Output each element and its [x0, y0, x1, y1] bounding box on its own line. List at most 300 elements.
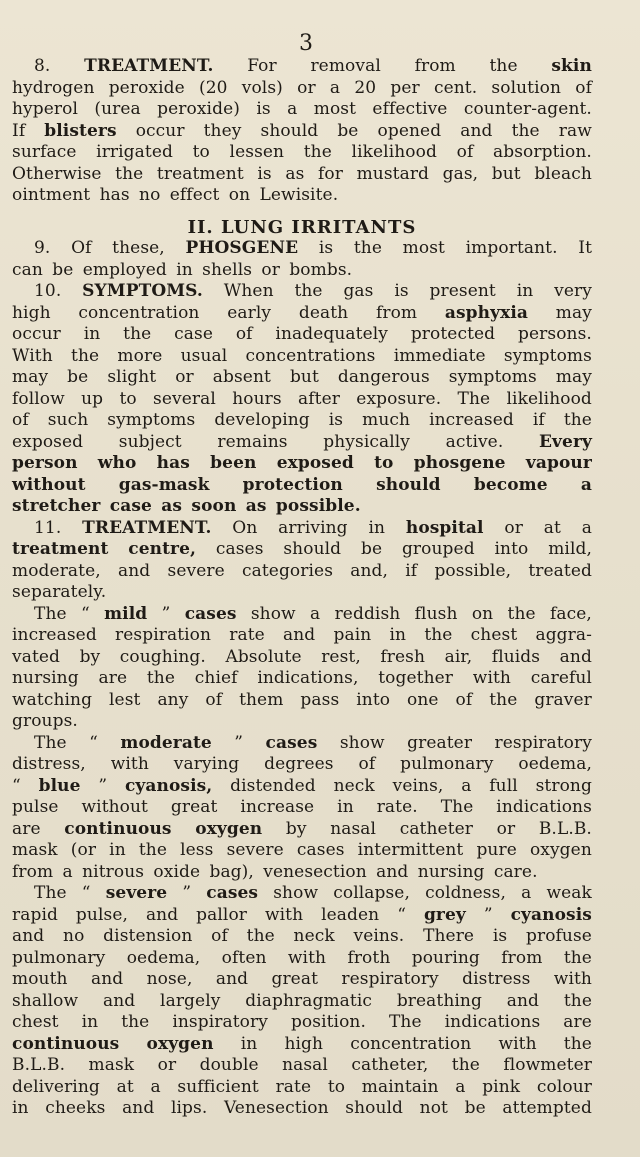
word: of	[211, 926, 228, 946]
word: 11.	[34, 517, 62, 538]
word: is	[318, 238, 334, 258]
word: nursing	[417, 861, 485, 882]
word: Lewisite.	[259, 185, 339, 205]
word: no	[63, 926, 85, 946]
word: ”	[98, 775, 108, 796]
word: delivering	[12, 1076, 100, 1097]
word: shallow	[12, 990, 79, 1011]
word: should	[376, 474, 441, 495]
word: likelihood	[351, 142, 437, 162]
word: distress,	[12, 754, 86, 774]
word: “	[81, 883, 91, 903]
word: stretcher	[12, 496, 101, 516]
word: The	[457, 388, 491, 409]
word: exposure.	[356, 388, 442, 409]
word: oxide	[153, 861, 201, 882]
word: should	[283, 539, 342, 559]
word: at	[116, 1076, 134, 1097]
word: vated	[12, 646, 61, 667]
word: flush	[414, 603, 458, 624]
text-line	[12, 647, 592, 669]
word: and	[283, 625, 316, 645]
word: neck	[293, 926, 335, 946]
word: fresh	[380, 646, 426, 667]
word: severe	[226, 840, 284, 860]
word: in	[516, 281, 534, 301]
word: is	[257, 163, 272, 184]
word: not	[419, 1098, 448, 1118]
word: and	[376, 861, 409, 882]
word: developing	[214, 410, 310, 430]
word: oedema,	[518, 754, 592, 774]
word: opened	[377, 120, 442, 141]
word: ”	[234, 732, 244, 753]
word: hours	[232, 388, 282, 409]
word: high	[12, 302, 51, 323]
word: indications	[444, 1012, 541, 1032]
word: in	[109, 840, 126, 860]
word: great	[271, 969, 319, 989]
word: nose,	[146, 969, 193, 989]
text-line	[12, 142, 592, 164]
word: persons.	[518, 324, 592, 344]
text-line	[12, 1012, 592, 1034]
page-number: 3	[299, 31, 313, 56]
word: and	[145, 904, 179, 925]
word: the	[507, 603, 536, 624]
word: watching	[12, 689, 93, 710]
word: the	[303, 142, 332, 162]
word: a	[581, 517, 592, 538]
word: may	[555, 302, 592, 323]
word: a	[521, 883, 532, 903]
word: blisters	[44, 120, 117, 141]
word: be	[360, 539, 383, 559]
word: the	[353, 238, 383, 258]
word: much	[362, 410, 411, 430]
word: with	[472, 668, 511, 688]
word: the	[71, 345, 100, 366]
word: occur	[12, 324, 61, 344]
word: Venesection	[223, 1098, 329, 1118]
word: may	[555, 367, 592, 387]
word: cases	[265, 732, 318, 753]
word: protection	[242, 474, 343, 495]
word: them	[239, 689, 284, 710]
word: active.	[445, 431, 504, 452]
text-line	[12, 561, 592, 583]
word: are	[98, 668, 128, 688]
word: oxygen	[195, 818, 263, 839]
word: position.	[290, 1012, 366, 1032]
word: gas	[343, 281, 374, 301]
word: colour	[536, 1076, 592, 1097]
word: The	[34, 883, 67, 903]
text-line	[12, 539, 592, 561]
word: severe	[105, 883, 168, 903]
word: hospital	[405, 517, 484, 538]
word: B.L.B.	[538, 818, 592, 839]
word: 8.	[34, 56, 51, 76]
word: in	[368, 517, 386, 538]
word: the	[489, 56, 518, 76]
text-line	[12, 690, 592, 712]
word: symptoms	[503, 345, 592, 366]
text-line	[12, 281, 592, 303]
text-line	[12, 862, 592, 884]
text-line	[12, 453, 592, 475]
word: The	[34, 732, 67, 753]
word: veins.	[353, 926, 405, 946]
word: the	[115, 163, 144, 184]
word: physically	[323, 431, 411, 452]
text-line	[12, 883, 592, 905]
word: but	[289, 367, 319, 387]
word: a	[580, 474, 592, 495]
word: or	[157, 1055, 177, 1075]
word: Of	[71, 238, 92, 258]
word: breathing	[396, 990, 482, 1011]
word: ”	[161, 603, 171, 624]
word: bombs.	[289, 259, 353, 280]
word: a	[150, 1076, 161, 1097]
word: 20	[354, 77, 377, 98]
word: pulmonary	[12, 947, 106, 968]
word: of	[12, 410, 29, 430]
word: important.	[465, 238, 558, 258]
word: counter-agent.	[463, 99, 592, 119]
word: centre,	[128, 539, 197, 559]
word: of	[575, 77, 592, 98]
word: froth	[347, 947, 391, 968]
word: ”	[182, 883, 192, 903]
word: The	[388, 1012, 422, 1032]
word: strong	[535, 775, 592, 796]
word: and	[102, 990, 136, 1011]
word: aggra-	[535, 625, 592, 645]
word: When	[223, 281, 274, 301]
word: rapid	[12, 904, 58, 925]
word: gas-mask	[118, 474, 210, 495]
word: with	[553, 969, 592, 989]
word: severe	[167, 560, 225, 581]
word: employed	[82, 259, 167, 280]
word: soon	[191, 496, 237, 516]
word: distended	[230, 775, 316, 796]
word: vols)	[241, 77, 283, 98]
word: inspiratory	[172, 1012, 268, 1032]
word: has	[99, 185, 130, 205]
word: but	[491, 163, 521, 184]
word: double	[199, 1055, 259, 1075]
word: up	[81, 388, 104, 409]
word: into	[494, 539, 529, 559]
word: the	[424, 625, 453, 645]
text-line	[12, 260, 592, 282]
word: is	[492, 926, 508, 946]
word: into	[356, 689, 391, 710]
word: hydrogen	[12, 77, 95, 98]
word: death	[298, 302, 349, 323]
text-line	[12, 668, 592, 690]
word: Otherwise	[12, 163, 102, 184]
word: cases	[206, 883, 259, 903]
word: they	[203, 120, 242, 141]
word: leaden	[321, 904, 380, 925]
word: should	[260, 120, 319, 141]
word: “	[397, 904, 406, 925]
word: be	[52, 259, 74, 280]
text-line	[12, 582, 592, 604]
word: any	[157, 689, 189, 710]
word: It	[578, 238, 592, 258]
word: careful	[530, 668, 592, 688]
word: ”	[483, 904, 493, 925]
word: “	[89, 732, 98, 753]
word: and	[215, 969, 249, 989]
word: veins,	[392, 775, 444, 796]
text-line	[12, 991, 592, 1013]
text-line	[12, 754, 592, 776]
word: oxygen	[529, 840, 592, 860]
word: pain	[333, 625, 372, 645]
text-line	[12, 1034, 592, 1056]
word: present	[429, 281, 496, 301]
word: moderate	[120, 732, 212, 753]
word: weak	[546, 883, 592, 903]
word: coughing.	[119, 646, 206, 667]
word: protected	[410, 324, 496, 344]
word: from	[375, 302, 418, 323]
word: raw	[558, 120, 592, 141]
word: intermittent	[357, 840, 464, 860]
word: with	[498, 1033, 537, 1054]
word: the	[451, 1055, 480, 1075]
word: effective	[372, 99, 448, 119]
word: less	[180, 840, 214, 860]
word: or	[297, 77, 316, 98]
text-line	[12, 518, 592, 540]
word: the	[123, 324, 152, 344]
word: symptoms	[107, 410, 196, 430]
word: peroxide	[108, 77, 185, 98]
word: rate	[229, 625, 265, 645]
word: With	[12, 345, 53, 366]
word: these,	[112, 238, 165, 258]
word: by	[79, 646, 101, 667]
word: from	[12, 861, 54, 882]
section-gap	[12, 207, 592, 217]
word: TREATMENT.	[82, 517, 212, 538]
word: rate	[275, 1076, 312, 1097]
word: the	[489, 689, 518, 710]
word: Absolute	[225, 646, 302, 667]
word: a	[310, 603, 321, 624]
text-line	[12, 1055, 592, 1077]
word: to	[374, 453, 394, 473]
word: reddish	[334, 603, 401, 624]
word: SYMPTOMS.	[82, 281, 203, 301]
word: On	[232, 517, 258, 538]
word: as	[161, 496, 183, 516]
word: the	[138, 840, 168, 860]
word: distress	[462, 969, 531, 989]
word: varying	[173, 754, 240, 774]
word: one	[407, 689, 439, 710]
word: be	[464, 1098, 486, 1118]
word: shells	[202, 259, 253, 280]
word: catheter,	[351, 1055, 429, 1075]
word: chief	[194, 668, 238, 688]
word: or	[261, 259, 280, 280]
word: increased	[429, 410, 514, 430]
word: in	[176, 259, 193, 280]
word: coldness,	[425, 883, 506, 903]
body-text	[12, 56, 592, 1120]
word: rest,	[321, 646, 361, 667]
word: of	[205, 689, 223, 710]
word: in	[81, 1012, 99, 1032]
text-line	[12, 78, 592, 100]
word: respiratory	[341, 969, 439, 989]
word: indications,	[257, 668, 359, 688]
word: without	[81, 797, 148, 817]
word: mask	[88, 1055, 135, 1075]
word: mild	[104, 603, 148, 624]
word: greater	[407, 732, 473, 753]
word: graver	[534, 689, 592, 710]
word: oxygen	[146, 1033, 214, 1054]
text-line	[12, 776, 592, 798]
word: is	[394, 281, 409, 301]
text-line	[12, 164, 592, 186]
word: if	[532, 410, 545, 430]
word: in	[240, 1033, 258, 1054]
word: TREATMENT.	[84, 56, 214, 76]
word: or	[504, 517, 523, 538]
word: after	[298, 388, 340, 409]
word: degrees	[264, 754, 334, 774]
word: without	[12, 474, 86, 495]
word: such	[47, 410, 89, 430]
word: respiratory	[494, 732, 592, 753]
word: irrigated	[96, 142, 173, 162]
word: or	[175, 367, 194, 387]
word: diaphragmatic	[245, 990, 373, 1011]
word: in	[337, 797, 354, 817]
word: groups.	[12, 711, 78, 731]
word: distension	[103, 926, 193, 946]
word: ointment	[12, 185, 91, 205]
word: pure	[476, 840, 517, 860]
word: dangerous	[337, 367, 430, 387]
word: in	[83, 324, 101, 344]
word: The	[440, 797, 474, 817]
word: great	[170, 797, 218, 817]
word: hyperol	[12, 99, 78, 119]
text-line	[12, 1098, 592, 1120]
word: very	[554, 281, 592, 301]
word: should	[345, 1098, 404, 1118]
word: as	[285, 163, 305, 184]
word: the	[146, 668, 176, 688]
word: inadequately	[275, 324, 388, 344]
word: a	[329, 77, 341, 98]
text-line	[12, 840, 592, 862]
word: from	[501, 947, 543, 968]
word: mustard	[356, 163, 430, 184]
word: with	[110, 754, 149, 774]
word: to	[327, 1076, 346, 1097]
word: For	[247, 56, 277, 76]
word: neck	[333, 775, 375, 796]
word: of	[235, 324, 253, 344]
word: cyanosis,	[124, 775, 213, 796]
word: exposed	[276, 453, 354, 473]
word: pink	[482, 1076, 521, 1097]
word: pulse	[12, 797, 59, 817]
word: concentration	[350, 1033, 472, 1054]
word: occur	[135, 120, 185, 141]
word: flowmeter	[503, 1055, 592, 1075]
word: categories	[242, 560, 334, 581]
word: venesection	[263, 861, 367, 882]
word: and	[559, 646, 592, 667]
word: and	[90, 969, 124, 989]
word: show	[339, 732, 385, 753]
word: follow	[12, 388, 65, 409]
word: (or	[70, 840, 97, 860]
word: and	[460, 120, 493, 141]
text-line	[12, 797, 592, 819]
word: nasal	[282, 1055, 328, 1075]
word: cases	[184, 603, 237, 624]
word: PHOSGENE	[185, 238, 299, 258]
word: show	[250, 603, 296, 624]
word: pouring	[411, 947, 480, 968]
word: grouped	[401, 539, 475, 559]
word: care.	[493, 861, 538, 882]
word: catheter	[399, 818, 474, 839]
word: cheeks	[45, 1098, 106, 1118]
text-line	[12, 926, 592, 948]
word: mask	[12, 840, 58, 860]
word: “	[80, 603, 90, 624]
word: phosgene	[413, 453, 506, 473]
text-line	[12, 432, 592, 454]
word: with	[264, 904, 304, 925]
word: more	[117, 345, 163, 366]
word: cases	[215, 539, 264, 559]
word: continuous	[12, 1033, 120, 1054]
word: the	[246, 926, 275, 946]
text-line	[12, 303, 592, 325]
word: arriving	[278, 517, 348, 538]
word: at	[543, 517, 561, 538]
word: if	[405, 560, 418, 581]
word: exposed	[12, 431, 84, 452]
word: removal	[310, 56, 381, 76]
word: the	[294, 281, 323, 301]
word: be	[67, 367, 89, 387]
word: chest	[12, 1012, 59, 1032]
word: most	[313, 99, 357, 119]
word: most	[402, 238, 445, 258]
word: be	[337, 120, 359, 141]
word: treated	[528, 560, 592, 581]
word: a	[455, 1076, 466, 1097]
word: cases	[296, 840, 345, 860]
